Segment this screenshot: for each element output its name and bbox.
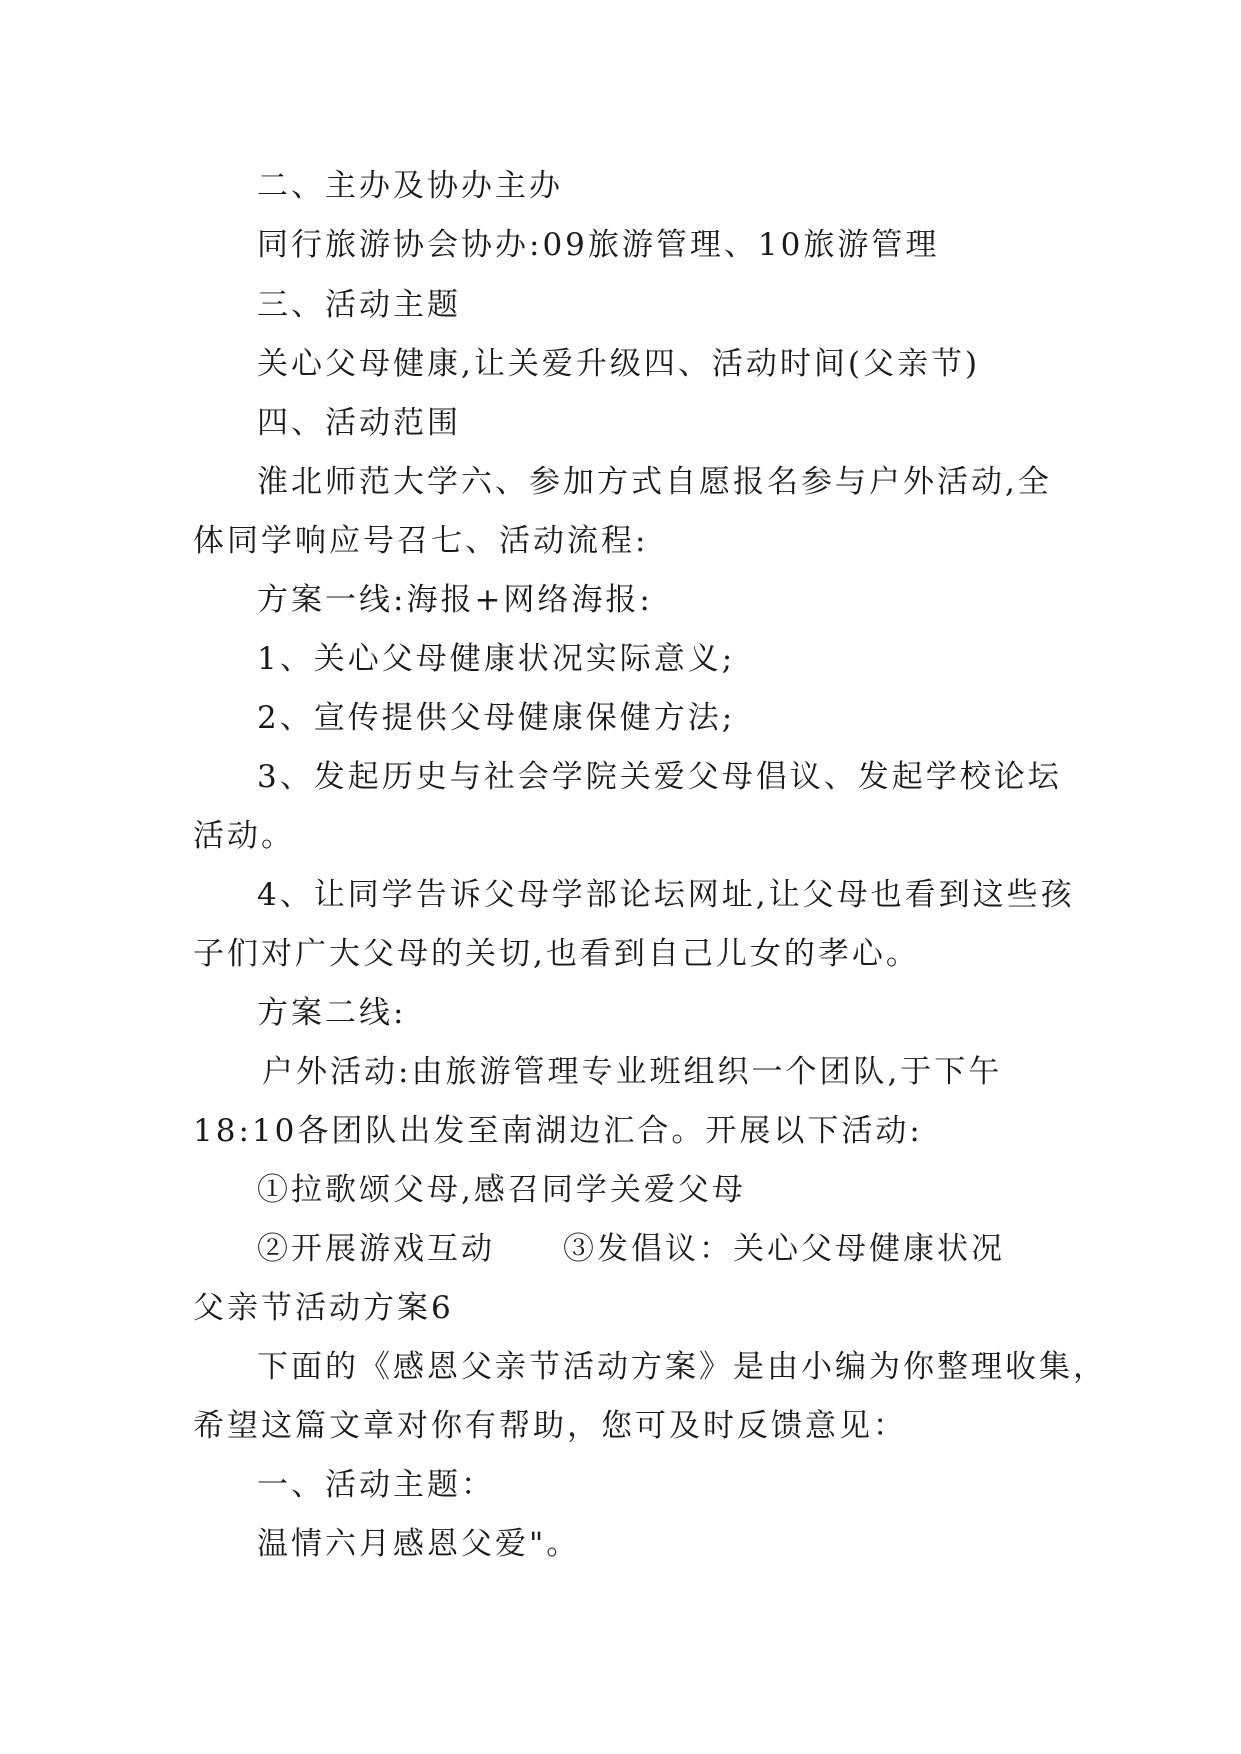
- paragraph-line: 户外活动:由旅游管理专业班组织一个团队,于下午: [262, 1054, 1003, 1090]
- section-heading-theme: 三、活动主题: [257, 287, 461, 323]
- list-item: 1、关心父母健康状况实际意义;: [257, 641, 736, 677]
- section-heading-scope: 四、活动范围: [257, 405, 461, 441]
- paragraph-line: 体同学响应号召七、活动流程:: [193, 523, 649, 559]
- section-heading-organizers: 二、主办及协办主办: [257, 168, 563, 204]
- paragraph-line: 同行旅游协会协办:09旅游管理、10旅游管理: [257, 227, 940, 263]
- paragraph-line: 18:10各团队出发至南湖边汇合。开展以下活动:: [193, 1113, 923, 1149]
- paragraph-line: 关心父母健康,让关爱升级四、活动时间(父亲节): [257, 346, 981, 382]
- list-item: 4、让同学告诉父母学部论坛网址,让父母也看到这些孩: [257, 877, 1075, 913]
- paragraph-line: 活动。: [193, 818, 295, 854]
- list-item: 3、发起历史与社会学院关爱父母倡议、发起学校论坛: [257, 759, 1062, 795]
- paragraph-line: 下面的《感恩父亲节活动方案》是由小编为你整理收集，: [257, 1349, 1107, 1385]
- paragraph-line: 方案一线:海报+网络海报:: [257, 582, 653, 618]
- paragraph-line: 方案二线:: [257, 995, 407, 1031]
- document-title: 父亲节活动方案6: [193, 1290, 454, 1326]
- paragraph-line: 温情六月感恩父爱"。: [257, 1526, 581, 1562]
- paragraph-line: 子们对广大父母的关切,也看到自己儿女的孝心。: [193, 936, 920, 972]
- list-item: ①拉歌颂父母,感召同学关爱父母: [257, 1172, 746, 1208]
- paragraph-line: 希望这篇文章对你有帮助，您可及时反馈意见：: [193, 1408, 907, 1444]
- list-item: ②开展游戏互动 ③发倡议：关心父母健康状况: [257, 1231, 1005, 1267]
- list-item: 2、宣传提供父母健康保健方法;: [257, 700, 736, 736]
- section-heading-theme: 一、活动主题：: [257, 1467, 495, 1503]
- paragraph-line: 淮北师范大学六、参加方式自愿报名参与户外活动,全: [257, 464, 1052, 500]
